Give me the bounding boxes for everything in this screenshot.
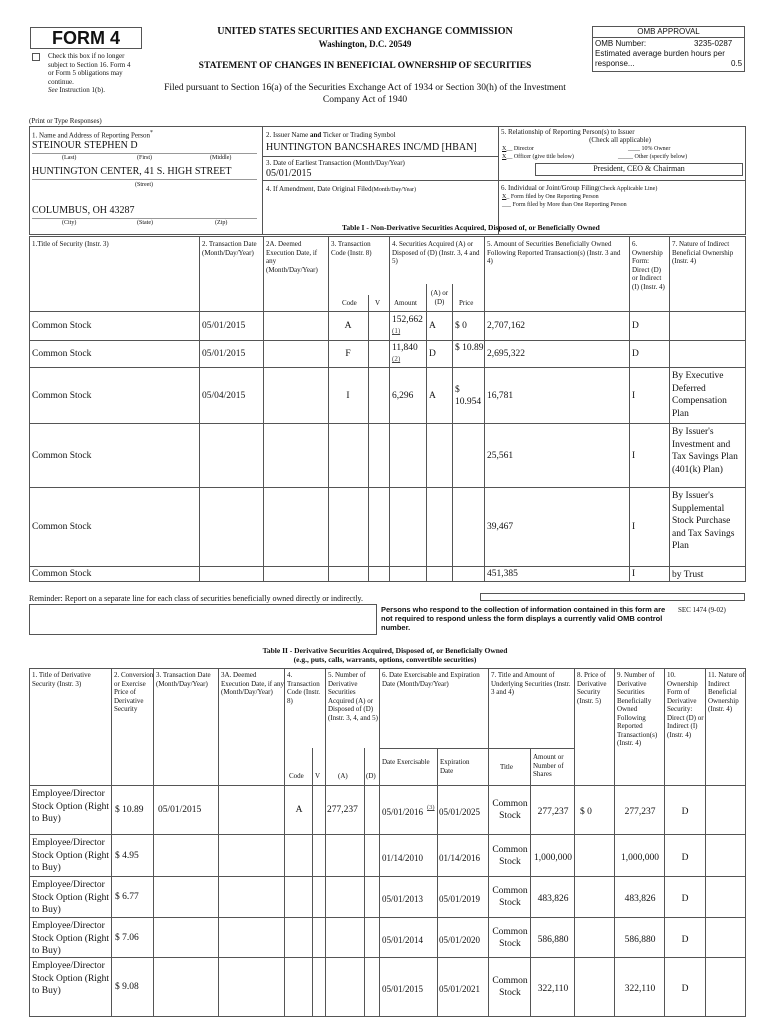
other-checkbox[interactable]: _____ Other (specify below) <box>618 154 688 160</box>
t2-form: D <box>681 934 689 945</box>
amendment-label: 4. If Amendment, Date Original Filed(Month/Day/Year) <box>266 185 416 193</box>
t2-underlying-amount: 586,880 <box>537 934 569 945</box>
issuer-name: HUNTINGTON BANCSHARES INC/MD [HBAN] <box>266 142 477 153</box>
t1-nature: By Executive Deferred Compensation Plan <box>672 371 727 419</box>
t1-owned: 451,385 <box>487 569 518 579</box>
t2-h8: 8. Price of Derivative Security (Instr. 5) <box>577 671 607 705</box>
t2-expiration: 01/14/2016 <box>439 852 481 863</box>
t1-sub-v: V <box>375 299 381 307</box>
t1-owned: 25,561 <box>487 450 514 461</box>
omb-number: 3235-0287 <box>694 39 733 48</box>
t2-exercisable: 05/01/2014 <box>382 934 424 945</box>
t2-owned: 1,000,000 <box>621 852 659 863</box>
t2-expiration: 05/01/2021 <box>439 984 481 994</box>
last-label: (Last) <box>62 155 77 161</box>
t2-h3: 3. Transaction Date (Month/Day/Year) <box>156 671 211 688</box>
officer-title: President, CEO & Chairman <box>593 164 685 173</box>
t1-form: D <box>632 321 639 331</box>
reporting-person-address: HUNTINGTON CENTER, 41 S. HIGH STREET <box>32 166 232 177</box>
t1-footnote[interactable]: (2) <box>392 355 401 363</box>
ten-percent-checkbox[interactable]: ____ 10% Owner <box>628 146 671 152</box>
agency-city: Washington, D.C. 20549 <box>318 39 412 49</box>
reporting-person-city: COLUMBUS, OH 43287 <box>32 205 135 216</box>
t2-price: $ 6.77 <box>115 892 139 902</box>
earliest-date: 05/01/2015 <box>266 168 312 179</box>
t2-underlying-title: Common Stock <box>492 976 528 998</box>
t1-code: I <box>346 390 350 401</box>
issuer-label: 2. Issuer Name and Ticker or Trading Symbol <box>266 131 396 139</box>
t1-sub-code: Code <box>342 299 357 307</box>
t2-footnote[interactable]: (3) <box>427 804 435 811</box>
t2-owned: 322,110 <box>624 984 656 994</box>
t2-deriv-price: $ 0 <box>580 807 592 817</box>
t2-price: $ 10.89 <box>115 805 144 815</box>
t2-acquired: 277,237 <box>327 805 358 815</box>
t2-underlying-title: Common Stock <box>492 926 528 949</box>
t2-h4: 4. Transaction Code (Instr. 8) <box>287 671 321 705</box>
t1-sub-amount: Amount <box>394 299 417 307</box>
t1-date: 05/01/2015 <box>202 349 246 359</box>
t2-exercisable: 01/14/2010 <box>382 852 424 863</box>
t1-owned: 16,781 <box>487 390 514 401</box>
t1-aord: A <box>429 321 436 331</box>
table2-title: Table II - Derivative Securities Acquired, Disposed of, or Beneficially Owned <box>262 646 508 655</box>
middle-label: (Middle) <box>210 155 232 161</box>
earliest-date-label: 3. Date of Earliest Transaction (Month/Day/Year) <box>266 159 405 167</box>
director-checkbox[interactable]: X__ Director <box>502 146 534 152</box>
t2-exercisable: 05/01/2013 <box>382 894 424 904</box>
t2-form: D <box>681 894 689 904</box>
t1-aord: D <box>429 349 436 359</box>
t1-title: Common Stock <box>32 349 92 359</box>
t1-nature: by Trust <box>672 570 704 580</box>
filed-pursuant: Filed pursuant to Section 16(a) of the Securities Exchange Act of 1934 or Section 30(h) of the Investment Company Act of 1940 <box>164 83 566 105</box>
relationship-label: 5. Relationship of Reporting Person(s) to Issuer <box>501 128 635 136</box>
t1-h5: 5. Amount of Securities Beneficially Owned Following Reported Transaction(s) (Instr. 3 and 4) <box>487 240 621 265</box>
t2-form: D <box>681 852 689 863</box>
t2-sub-exercisable: Date Exercisable <box>382 758 430 766</box>
t2-expiration: 05/01/2025 <box>439 807 481 817</box>
t2-price: $ 4.95 <box>115 850 139 861</box>
t2-h6: 6. Date Exercisable and Expiration Date (Month/Day/Year) <box>382 671 480 688</box>
t2-price: $ 9.08 <box>115 982 139 992</box>
city-label: (City) <box>62 220 77 226</box>
t1-h2: 2. Transaction Date (Month/Day/Year) <box>202 240 257 257</box>
t2-h7: 7. Title and Amount of Underlying Securities (Instr. 3 and 4) <box>491 671 571 696</box>
t1-h4: 4. Securities Acquired (A) or Disposed of (D) (Instr. 3, 4 and 5) <box>392 240 480 265</box>
t1-owned: 2,707,162 <box>487 321 525 331</box>
zip-label: (Zip) <box>215 220 228 226</box>
t1-amount: 6,296 <box>392 390 414 401</box>
t1-owned: 2,695,322 <box>487 349 525 359</box>
reminder-box-small <box>480 593 745 601</box>
t2-title: Employee/Director Stock Option (Right to Buy) <box>32 961 110 996</box>
t1-aord: A <box>429 390 436 401</box>
table1-title: Table I - Non-Derivative Securities Acquired, Disposed of, or Beneficially Owned <box>342 223 600 232</box>
reminder-text: Reminder: Report on a separate line for each class of securities beneficially owned directly or indirectly. <box>29 594 364 603</box>
t2-underlying-amount: 483,826 <box>537 894 569 904</box>
t1-title: Common Stock <box>32 390 92 401</box>
t2-owned: 586,880 <box>624 934 656 945</box>
t2-underlying-amount: 277,237 <box>537 807 569 817</box>
t1-amount: 152,662 <box>392 315 423 325</box>
first-label: (First) <box>137 155 152 161</box>
t1-h6: 6. Ownership Form: Direct (D) or Indirect (I) (Instr. 4) <box>632 240 665 291</box>
t1-h2a: 2A. Deemed Execution Date, if any (Month/Day/Year) <box>266 240 318 274</box>
section16-checkbox[interactable] <box>32 53 40 61</box>
t1-sub-price: Price <box>459 299 474 307</box>
t1-form: I <box>632 390 636 401</box>
omb-burden: 0.5 <box>731 59 743 68</box>
t1-price: $ 10.89 <box>455 343 484 353</box>
t1-code: A <box>344 321 352 331</box>
t2-h9: 9. Number of Derivative Securities Beneficially Owned Following Reported Transaction(s) (Instr. 4) <box>617 671 658 747</box>
omb-burden-label: Estimated average burden hours per response... <box>595 49 725 68</box>
t2-h10: 10. Ownership Form of Derivative Security: Direct (D) or Indirect (I) (Instr. 4) <box>667 671 704 739</box>
t2-sub-amount: Amount or Number of Shares <box>533 753 564 778</box>
t1-form: I <box>632 450 636 461</box>
t2-h3a: 3A. Deemed Execution Date, if any (Month/Day/Year) <box>221 671 284 696</box>
t1-price: $ 10.954 <box>455 384 482 407</box>
filing-label: 6. Individual or Joint/Group Filing(Check Applicable Line) <box>501 184 658 192</box>
t2-form: D <box>681 984 689 994</box>
t1-form: D <box>632 349 639 359</box>
sec-number: SEC 1474 (9-02) <box>678 606 726 614</box>
t2-exercisable: 05/01/2015 <box>382 984 424 994</box>
state-label: (State) <box>137 220 153 226</box>
t1-sub-aord: (A) or (D) <box>430 289 449 306</box>
officer-checkbox[interactable]: X__ Officer (give title below) <box>502 154 574 160</box>
t2-expiration: 05/01/2019 <box>439 894 481 904</box>
t2-underlying-amount: 322,110 <box>537 984 569 994</box>
t2-underlying-title: Common Stock <box>492 886 528 908</box>
t2-underlying-amount: 1,000,000 <box>534 852 572 863</box>
persons-notice: Persons who respond to the collection of information contained in this form are not required to respond unless the form displays a currently valid OMB control number. <box>381 605 666 632</box>
t1-form: I <box>632 569 636 579</box>
section16-note: Check this box if no longer subject to Section 16. Form 4 or Form 5 obligations may continue. See Instruction 1(b). <box>48 52 131 94</box>
t2-title: Employee/Director Stock Option (Right to Buy) <box>32 838 110 873</box>
t1-h3: 3. Transaction Code (Instr. 8) <box>331 240 372 257</box>
t2-expiration: 05/01/2020 <box>439 934 481 945</box>
t2-title: Employee/Director Stock Option (Right to Buy) <box>32 921 110 956</box>
t1-date: 05/01/2015 <box>202 321 246 331</box>
t2-date: 05/01/2015 <box>158 805 202 815</box>
agency-name: UNITED STATES SECURITIES AND EXCHANGE COMMISSION <box>217 26 513 37</box>
omb-number-label: OMB Number: <box>595 39 647 48</box>
filing-one-option[interactable]: X_ Form filed by One Reporting Person <box>502 194 599 200</box>
t1-footnote[interactable]: (1) <box>392 327 401 335</box>
t1-amount: 11,840 <box>392 343 418 353</box>
t2-sub-d: (D) <box>366 772 376 780</box>
street-label: (Street) <box>135 182 153 188</box>
statement-title: STATEMENT OF CHANGES IN BENEFICIAL OWNERSHIP OF SECURITIES <box>198 61 532 71</box>
t1-nature: By Issuer's Investment and Tax Savings Plan (401(k) Plan) <box>672 427 738 475</box>
t2-title: Employee/Director Stock Option (Right to Buy) <box>32 789 110 824</box>
t1-date: 05/04/2015 <box>202 390 246 401</box>
t1-h7: 7. Nature of Indirect Beneficial Ownership (Instr. 4) <box>672 240 734 265</box>
t1-title: Common Stock <box>32 321 92 331</box>
reminder-box-large <box>29 604 377 635</box>
t2-owned: 277,237 <box>624 807 656 817</box>
t2-sub-title: Title <box>500 763 513 771</box>
t2-code: A <box>295 805 303 815</box>
t2-h1: 1. Title of Derivative Security (Instr. 3) <box>32 671 91 688</box>
omb-title: OMB APPROVAL <box>637 27 700 36</box>
print-or-type: (Print or Type Responses) <box>29 117 102 125</box>
t2-owned: 483,826 <box>624 894 656 904</box>
t2-underlying-title: Common Stock <box>492 844 528 867</box>
t2-h2: 2. Conversion or Exercise Price of Derivative Security <box>114 671 154 713</box>
t2-h5: 5. Number of Derivative Securities Acquired (A) or Disposed of (D) (Instr. 3, 4, and 5) <box>328 671 378 722</box>
name-label: 1. Name and Address of Reporting Person* <box>32 130 153 140</box>
t2-sub-v: V <box>315 772 321 780</box>
t1-form: I <box>632 522 636 532</box>
t2-underlying-title: Common Stock <box>492 799 528 821</box>
t2-exercisable: 05/01/2016 <box>382 807 424 817</box>
t2-h11: 11. Nature of Indirect Beneficial Ownership (Instr. 4) <box>708 671 745 713</box>
t2-price: $ 7.06 <box>115 932 139 943</box>
t1-title: Common Stock <box>32 522 92 532</box>
t2-title: Employee/Director Stock Option (Right to Buy) <box>32 880 110 915</box>
table2-subtitle: (e.g., puts, calls, warrants, options, convertible securities) <box>293 655 477 664</box>
t1-price: $ 0 <box>455 321 467 331</box>
relationship-sub: (Check all applicable) <box>589 136 651 144</box>
reporting-person-name: STEINOUR STEPHEN D <box>32 140 138 151</box>
t2-sub-expiration: Expiration Date <box>440 758 470 775</box>
t2-form: D <box>681 807 689 817</box>
t1-nature: By Issuer's Supplemental Stock Purchase and Tax Savings Plan <box>672 491 735 551</box>
filing-more-option[interactable]: ___ Form filed by More than One Reporting Person <box>502 202 627 208</box>
t2-sub-code: Code <box>289 772 304 780</box>
t1-h1: 1.Title of Security (Instr. 3) <box>32 240 109 248</box>
t1-title: Common Stock <box>32 569 92 579</box>
t1-title: Common Stock <box>32 450 92 461</box>
t1-owned: 39,467 <box>487 522 514 532</box>
form-title: FORM 4 <box>51 28 120 48</box>
t2-sub-a: (A) <box>338 772 348 780</box>
t1-code: F <box>345 349 351 359</box>
